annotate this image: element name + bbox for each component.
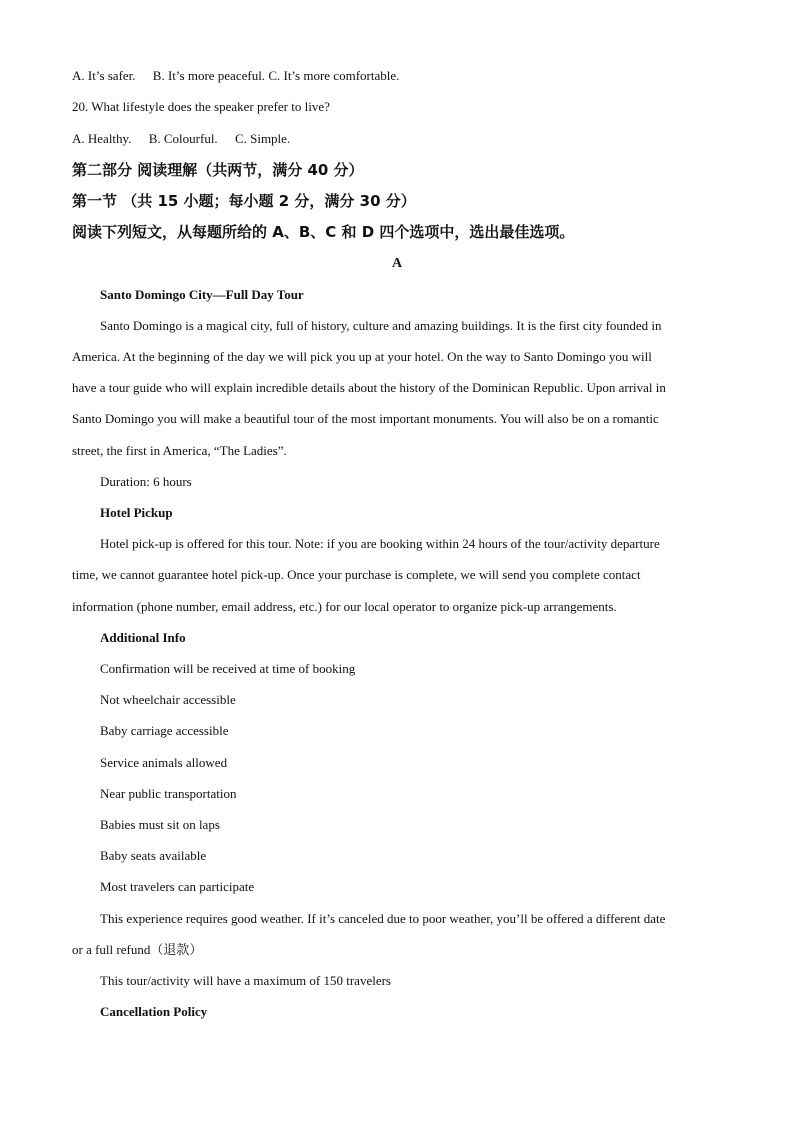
q20-stem: 20. What lifestyle does the speaker prefer to live? (72, 99, 330, 114)
intro-line: Santo Domingo is a magical city, full of history, culture and amazing buildings. It is the first city founded in (100, 318, 662, 333)
additional-info-heading: Additional Info (100, 630, 186, 645)
part-title: 第二部分 阅读理解（共两节，满分 40 分） (72, 161, 364, 179)
info-item: Confirmation will be received at time of booking (100, 661, 356, 676)
section-instruction: 阅读下列短文，从每题所给的 A、B、C 和 D 四个选项中，选出最佳选项。 (72, 223, 575, 241)
hotel-pickup-heading: Hotel Pickup (100, 505, 173, 520)
weather-line: This experience requires good weather. If it’s canceled due to poor weather, you’ll be offered a different date (100, 911, 666, 926)
q19-options (72, 68, 722, 84)
q19-option-b: B. It’s more peaceful. (152, 68, 266, 83)
hotel-pickup-line: time, we cannot guarantee hotel pick-up. Once your purchase is complete, we will send you complete contact (72, 567, 641, 582)
q20-options (72, 131, 722, 147)
info-item: Baby seats available (100, 848, 207, 863)
passage-letter: A (391, 256, 403, 271)
section-subtitle: 第一节 （共 15 小题；每小题 2 分，满分 30 分） (72, 192, 416, 210)
intro-line: street, the first in America, “The Ladies”. (72, 443, 287, 458)
duration: Duration: 6 hours (100, 474, 192, 489)
intro-line: America. At the beginning of the day we will pick you up at your hotel. On the way to Santo Domingo you will (72, 349, 652, 364)
q20-option-b: B. Colourful. (148, 131, 218, 146)
info-item: Babies must sit on laps (100, 817, 220, 832)
q20-option-a: A. Healthy. (72, 131, 132, 146)
weather-line: or a full refund（退款） (72, 942, 203, 957)
info-item: Service animals allowed (100, 755, 228, 770)
info-item: Near public transportation (100, 786, 237, 801)
info-item: Most travelers can participate (100, 879, 255, 894)
hotel-pickup-line: information (phone number, email address, etc.) for our local operator to organize pick-up arrangements. (72, 599, 617, 614)
info-item: Baby carriage accessible (100, 723, 229, 738)
q19-option-c: C. It’s more comfortable. (268, 68, 400, 83)
hotel-pickup-line: Hotel pick-up is offered for this tour. Note: if you are booking within 24 hours of the tour/activity departure (100, 536, 660, 551)
q19-option-a: A. It’s safer. (72, 68, 136, 83)
intro-line: have a tour guide who will explain incredible details about the history of the Dominican Republic. Upon arrival in (72, 380, 666, 395)
q20-option-c: C. Simple. (234, 131, 291, 146)
max-travelers: This tour/activity will have a maximum of 150 travelers (100, 973, 391, 988)
cancellation-heading: Cancellation Policy (100, 1004, 208, 1019)
info-item: Not wheelchair accessible (100, 692, 236, 707)
article-title: Santo Domingo City—Full Day Tour (100, 287, 304, 302)
intro-line: Santo Domingo you will make a beautiful tour of the most important monuments. You will also be on a romantic (72, 411, 659, 426)
